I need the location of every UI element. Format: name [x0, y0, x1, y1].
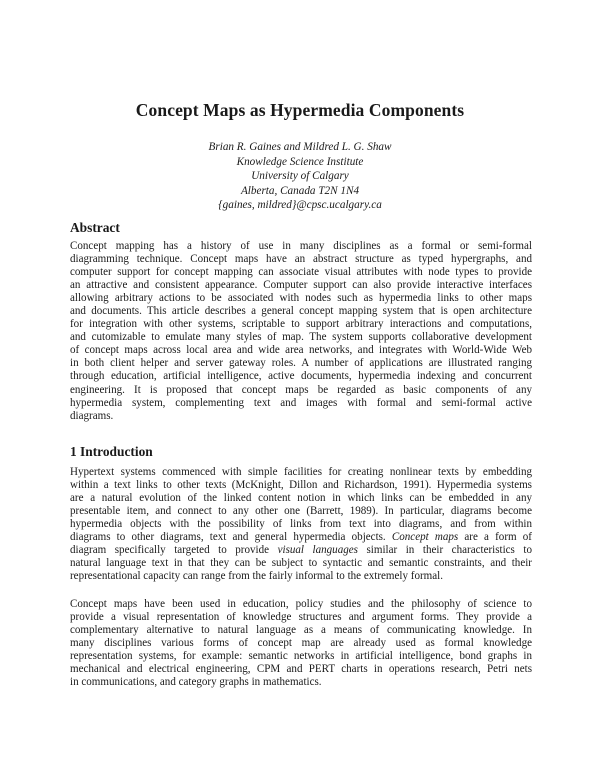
text-line: in communications, and category graphs in mathematics.: [70, 676, 322, 689]
text-run: diagrams to other diagrams, text and general hypermedia objects.: [70, 531, 392, 544]
text-line: are a natural evolution of the linked content notion in which links can be embedded in any: [70, 492, 532, 505]
text-line: [70, 544, 532, 557]
text-line: and cutomizable to emulate many styles of map. The system supports collaborative development: [70, 331, 532, 344]
text-line: complementary alternative to natural language as a means of communicating knowledge. In: [70, 624, 532, 637]
text-run: are a form of: [458, 531, 532, 544]
abstract-heading: Abstract: [70, 220, 120, 235]
abstract-paragraph: [70, 240, 532, 423]
text-line: presentable item, and connect to any other one (Barrett, 1989). In particular, diagrams become: [70, 505, 532, 518]
author-location: Alberta, Canada T2N 1N4: [240, 184, 360, 197]
text-line: representational capacity can range from the fairly informal to the extremely formal.: [70, 570, 443, 583]
introduction-paragraph-2: [70, 598, 532, 689]
emphasis-concept-maps: Concept maps: [391, 531, 459, 544]
text-run: diagram specifically targeted to provide: [70, 544, 278, 557]
text-line: [70, 531, 532, 544]
text-line: engineering. It is proposed that concept maps be regarded as basic components of any: [70, 383, 532, 396]
text-line: allowing arbitrary actions to be associated with nodes such as hypermedia links to other maps: [70, 292, 532, 305]
author-university: University of Calgary: [251, 170, 349, 182]
text-line: and documents. This article describes a general concept mapping system that is open architecture: [70, 305, 532, 318]
introduction-paragraph-1: [70, 466, 532, 583]
text-line: for integration with other systems, scriptable to support arbitrary interactions and computations,: [70, 318, 532, 331]
text-line: provide a visual representation of knowledge structures and argument forms. They provide a: [70, 611, 532, 624]
text-line: in both client helper and server gateway roles. A number of applications are illustrated ranging: [70, 357, 532, 370]
text-line: of concept maps across local area and wide area networks, and integrates with World-Wide Web: [70, 344, 532, 357]
text-line: mechanical and electrical engineering, CPM and PERT charts in operations research, Petri nets: [70, 663, 532, 676]
author-block: [0, 140, 600, 213]
text-line: many disciplines various forms of concept map are already used as formal knowledge: [70, 637, 532, 650]
text-line: Hypertext systems commenced with simple facilities for creating nonlinear texts by embedding: [70, 466, 532, 478]
text-line: hypermedia objects with the possibility of links from text into diagrams, and from within: [70, 518, 532, 531]
author-names: Brian R. Gaines and Mildred L. G. Shaw: [208, 141, 392, 153]
text-line: hypermedia system, complementing text and images with formal and semi-formal active: [70, 396, 532, 409]
text-line: diagrams.: [70, 409, 114, 422]
text-run: similar in their characteristics to: [357, 544, 533, 557]
text-line: computer support for concept mapping can associate visual attributes with node types to provide: [70, 266, 532, 279]
text-line: diagramming technique. Concept maps have an abstract structure as typed hypergraphs, and: [70, 253, 532, 266]
introduction-heading: 1 Introduction: [70, 444, 153, 459]
text-line: natural language text in that they can be subject to syntactic and semantic constraints, and their: [70, 557, 532, 570]
text-line: within a text links to other texts (McKnight, Dillon and Richardson, 1991). Hypermedia systems: [70, 479, 532, 492]
text-line: through education, artificial intelligence, active documents, hypermedia indexing and concurrent: [70, 370, 532, 383]
text-line: an attractive and consistent appearance. Computer support can also provide interactive interfaces: [70, 279, 532, 292]
emphasis-visual-languages: visual languages: [277, 544, 358, 557]
text-line: Concept mapping has a history of use in many disciplines as a formal or semi-formal: [70, 240, 532, 252]
text-line: Concept maps have been used in education, policy studies and the philosophy of science to: [70, 598, 532, 610]
author-institute: Knowledge Science Institute: [236, 155, 364, 168]
author-email: {gaines, mildred}@cpsc.ucalgary.ca: [218, 199, 382, 211]
paper-title: Concept Maps as Hypermedia Components: [135, 100, 465, 120]
text-line: representation systems, for example: semantic networks in artificial intelligence, bond graphs in: [70, 650, 532, 663]
